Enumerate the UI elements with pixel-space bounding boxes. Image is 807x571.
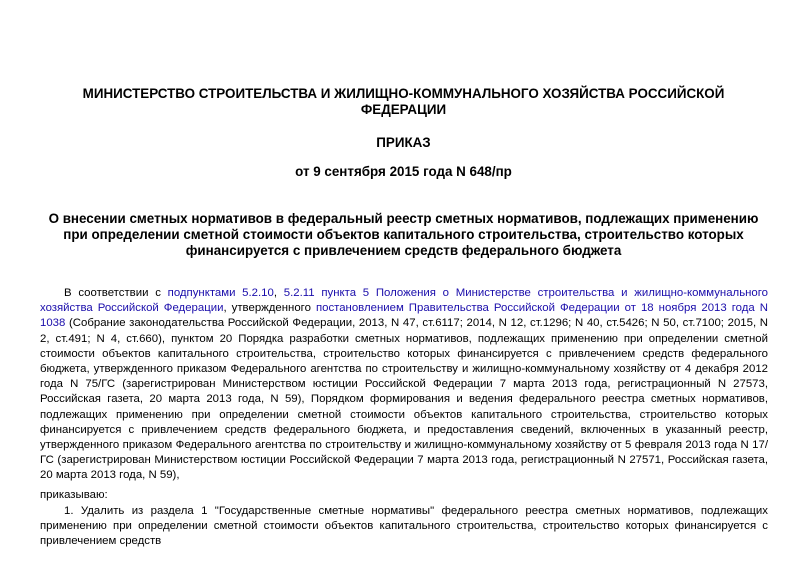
order-item-1-text: 1. Удалить из раздела 1 "Государственные сметные нормативы" федерального реестра сметных нормативов, подлежащих применению при определении сметной стоимости объектов капитального строительства, строительство которых финансируется с привлечением средств [40,505,768,548]
document-type-heading: ПРИКАЗ [376,135,431,150]
link-ministry-regulation[interactable]: 5.2.11 пункта 5 Положения о Министерстве строительства и жилищно-коммунального хозяйства Российской Федерации [40,287,768,315]
order-subject-heading: О внесении сметных нормативов в федеральный реестр сметных нормативов, подлежащих применению при определении сметной стоимости объектов капитального строительства, строительство которых финансируется с привлечением средств федерального бюджета [48,211,759,258]
preamble-text-1: В соответствии с [64,287,168,299]
order-item-1 [40,504,768,550]
preamble-text-3: , утвержденного [223,302,316,315]
link-government-decree[interactable]: постановлением Правительства Российской Федерации от 18 ноября 2013 года N 1038 [40,302,768,330]
order-date-number: от 9 сентября 2015 года N 648/пр [295,164,512,179]
preamble-text-4: (Собрание законодательства Российской Федерации, 2013, N 47, ст.6117; 2014, N 12, ст.1296; N 40, ст.5426; N 50, ст.7100; 2015, N 2, ст.491; N 4, ст.660), пунктом 20 Порядка разработки сметных нормативов, подлежащих применению при определении сметной стоимости объектов капитального строительства, строительство которых финансируется с привлечением средств федерального бюджета, утвержденного приказом Федерального агентства по строительству и жилищно-коммунальному хозяйству от 4 декабря 2012 года N 75/ГС (зарегистрирован Министерством юстиции Российской Федерации 7 марта 2013 года, регистрационный N 27573, Российская газета, 20 марта 2013 года, N 59), Порядком формирования и ведения федерального реестра сметных нормативов, подлежащих применению при определении сметной стоимости объектов капитального строительства, строительство которых финансируется с привлечением средств федерального бюджета, и предоставления сведений, включенных в указанный реестр, утвержденного приказом Федерального агентства по строительству и жилищно-коммунальному хозяйству от 5 февраля 2013 года N 17/ГС (зарегистрирован Министерством юстиции Российской Федерации 7 марта 2013 года, регистрационный N 27571, Российская газета, 20 марта 2013 года, N 59), [40,317,768,482]
preamble-paragraph [40,286,768,484]
preamble-text-2: , [273,287,284,299]
order-word: приказываю: [40,489,108,501]
link-subclauses-5-2-10[interactable]: подпунктами 5.2.10 [167,287,274,299]
ministry-heading: МИНИСТЕРСТВО СТРОИТЕЛЬСТВА И ЖИЛИЩНО-КОММУНАЛЬНОГО ХОЗЯЙСТВА РОССИЙСКОЙ ФЕДЕРАЦИИ [82,86,725,117]
